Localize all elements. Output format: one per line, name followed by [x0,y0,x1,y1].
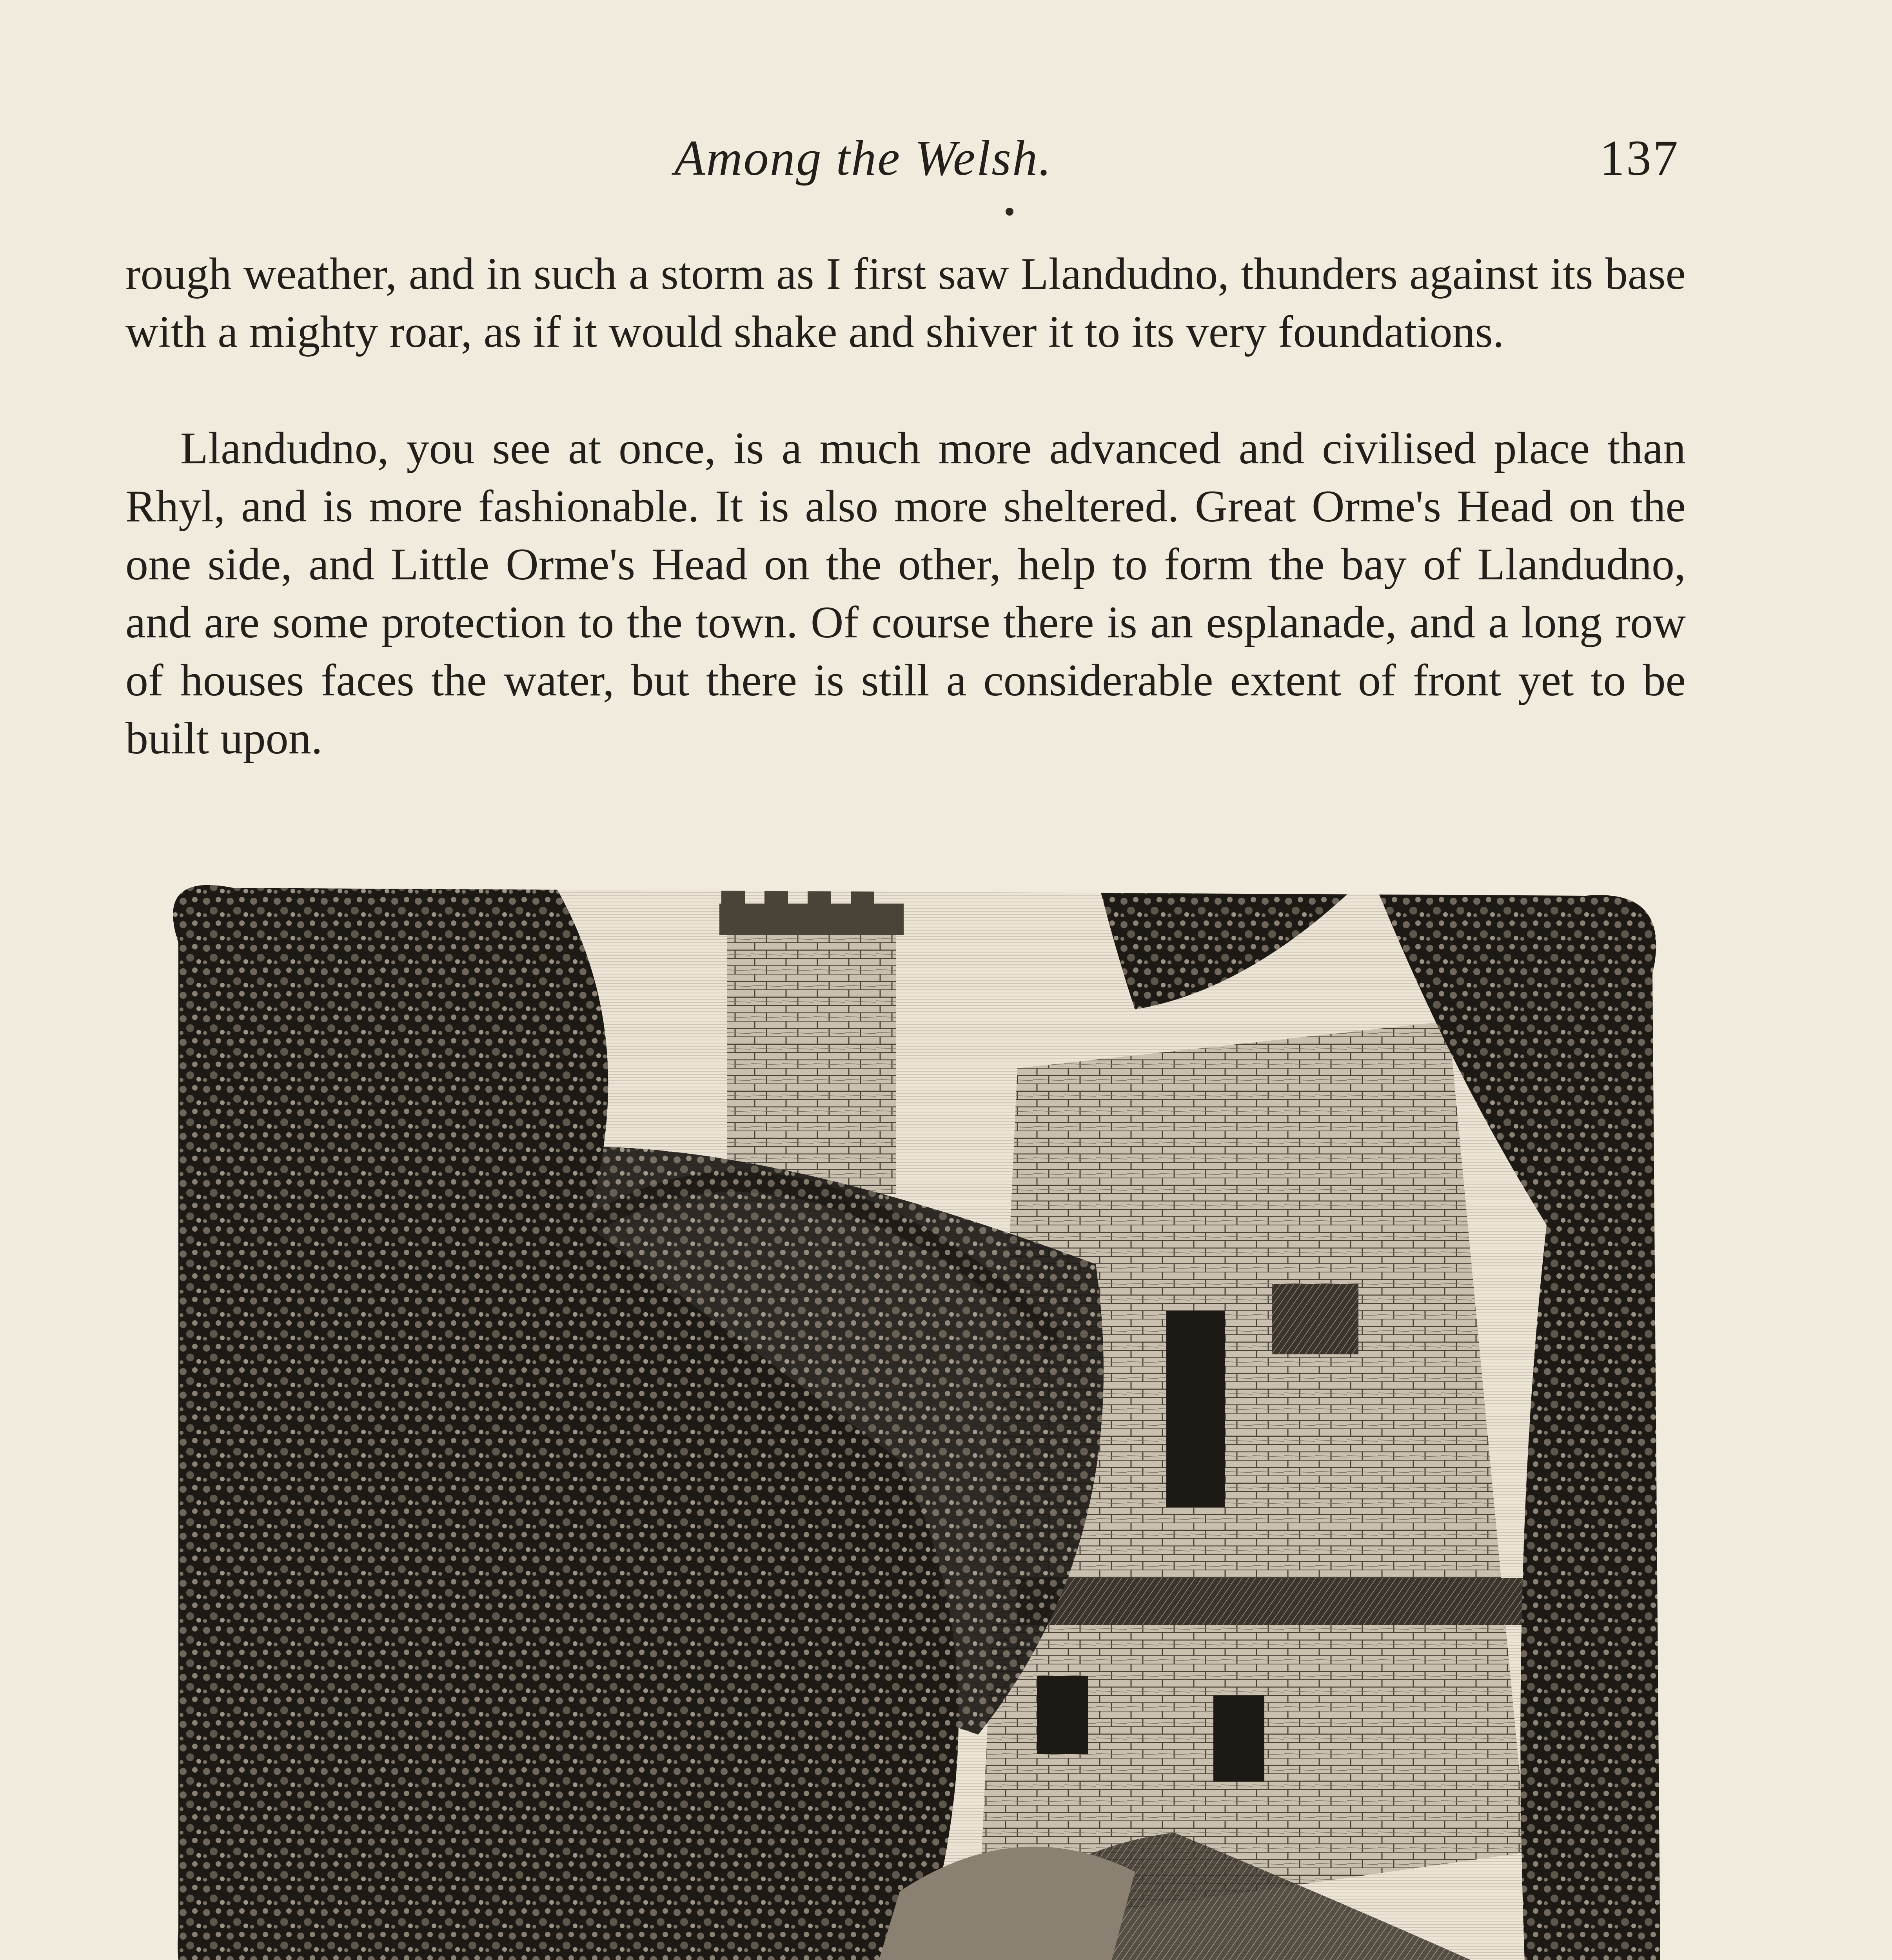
paragraph: rough weather, and in such a storm as I first saw Llandudno, thunders against its base with a mighty roar, as if it would shake and shiver it to its very foundations. [125,249,1686,357]
ornament-dot [1006,208,1013,216]
paragraph: Llandudno, you see at once, is a much more advanced and civilised place than Rhyl, and is more fashionable. It is also more sheltered. Great Orme's Head on the one side, and Little Orme's Head on the other, help to form the bay of Llandudno, and are some protection to the town. Of course there is an esplanade, and a long row of houses faces the water, but there is still a considerable extent of front yet to be built upon. [125,423,1686,764]
engraving-illustration [155,872,1672,1960]
running-title: Among the Welsh. [674,130,1053,186]
page-number: 137 [1600,130,1680,186]
